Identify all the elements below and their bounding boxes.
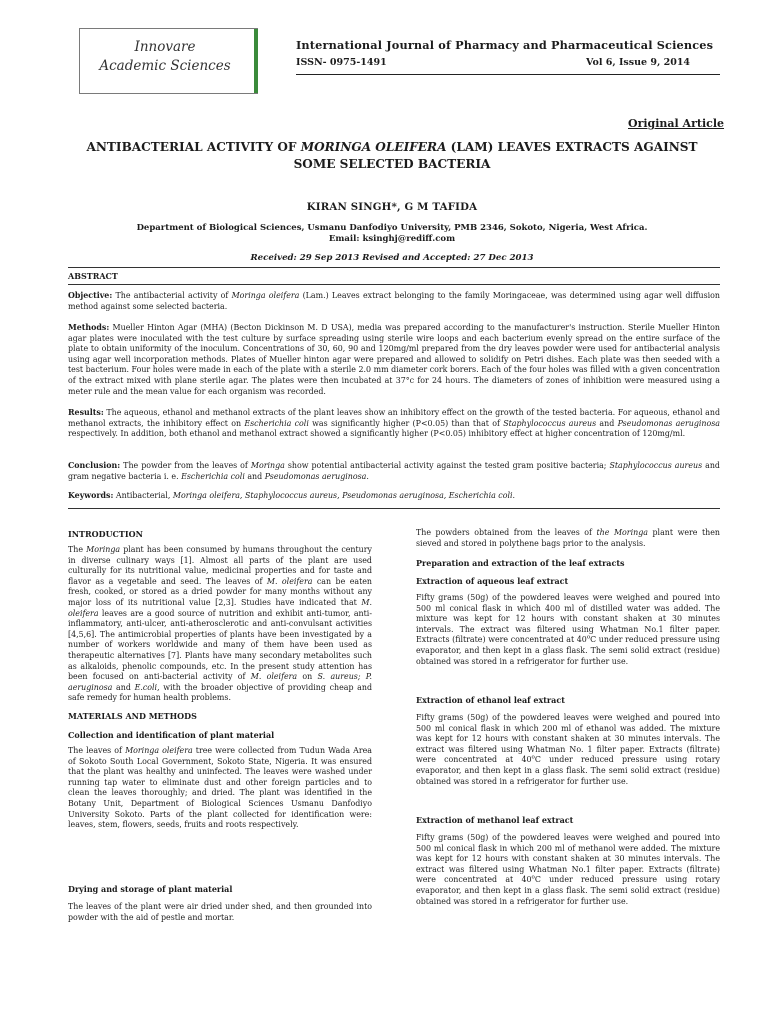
abstract-bottom-rule: [68, 508, 720, 509]
abstract-heading: ABSTRACT: [68, 271, 118, 281]
email: Email: ksinghj@rediff.com: [328, 234, 456, 244]
title-part: ANTIBACTERIAL ACTIVITY OF: [86, 140, 301, 154]
text: Fifty grams (50g) of the powdered leaves were weighed and poured into 500 ml conical flask in which 200 ml of methanol were added. The mixture was kept for 12 hours with constant shaken at 30 minutes intervals. The extract was filtered using Whatman No.1 filter paper. Extracts (filtrate) were concentrated at 40: [416, 833, 720, 885]
intro-paragraph: [68, 545, 372, 704]
text-italic: Moringa: [86, 545, 121, 554]
text: The powder from the leaves of: [120, 461, 251, 470]
text: The aqueous, ethanol and methanol extracts of the plant leaves show an inhibitory effect on the growth of the tested bacteria. For aqueous, ethanol and methanol extracts, the inhibitory effect on: [68, 408, 720, 428]
powder-paragraph: [416, 528, 720, 549]
text: respectively. In addition, both ethanol and methanol extract showed a significantly higher (P<0.05) inhibitory effect at higher concentration of 120mg/ml.: [68, 429, 686, 439]
aqueous-paragraph: [416, 593, 720, 667]
text-italic: Pseudomonas aeruginosa: [617, 418, 721, 428]
abstract-top-rule: [68, 267, 720, 268]
article-type: Original Article: [628, 117, 725, 130]
text: can be eaten fresh, cooked, or stored as a dried powder for many months without any major loss of its nutritional value [2,3]. Studies have indicated that: [68, 576, 372, 607]
degree-mark: o: [531, 754, 535, 761]
title-species: MORINGA OLEIFERA: [300, 140, 447, 154]
text: and: [244, 471, 265, 481]
title-part: SOME SELECTED BACTERIA: [293, 157, 491, 171]
abstract-methods: [68, 323, 720, 397]
text-italic: Moringa oleifera: [125, 746, 193, 755]
header-divider: [296, 74, 720, 75]
text-italic: M. oleifera: [250, 672, 298, 682]
journal-title: International Journal of Pharmacy and Pharmaceutical Sciences: [296, 38, 714, 52]
subheading-collection: Collection and identification of plant material: [68, 730, 275, 740]
affiliation: Department of Biological Sciences, Usmanu Danfodiyo University, PMB 2346, Sokoto, Nigeria, West Africa.: [136, 223, 648, 233]
text: Fifty grams (50g) of the powdered leaves were weighed and poured into 500 ml conical flask in which 400 ml of distilled water was added. The mixture was kept for 12 hours with constant shaken at 30 minutes intervals. The extract was filtered using Whatman No.1 filter paper. Extracts (filtrate) were concentrated at 40: [416, 593, 720, 645]
text-italic: Moringa: [250, 461, 285, 470]
text: The: [68, 545, 87, 554]
publisher-logo: [79, 28, 258, 94]
text: Fifty grams (50g) of the powdered leaves were weighed and poured into 500 ml conical flask in which 200 ml of ethanol was added. The mixture was kept for 12 hours with constant shaken at 30 minutes intervals. The extract was filtered using Whatman No. 1 filter paper. Extracts (filtrate) were concentrated at 40: [416, 713, 720, 765]
logo-text-line2: Academic Sciences: [99, 58, 231, 74]
text: Antibacterial,: [113, 491, 173, 500]
text: show potential antibacterial activity against the tested gram positive bacteria;: [284, 461, 610, 470]
text: Mueller Hinton Agar (MHA) (Becton Dickinson M. D USA), media was prepared according to the manufacturer's instruction. Sterile Mueller Hinton agar plates were inoculated with the test culture by surface spreading using sterile wire loops and each bacterium evenly spread on the entire surface of the plate to obtain uniformity of the inoculum. Concentrations of 30, 60, 90 and 120mg/ml prepared from the dry leaves powder were used for antibacterial analysis using agar well incorporation methods. Plates of Mueller hinton agar were prepared and allowed to solidify on Petri dishes. Each plate was then seeded with a test bacterium. Four holes were made in each of the plate with a sterile 2.0 mm diameter cork borers. Each of the four holes was filled with a given concentration of the extract mixed with plane sterile agar. The plates were then incubated at 37°c for 24 hours. The diameters of zones of inhibition were measured using a meter rule and the mean value for each organism was recorded.: [68, 323, 720, 396]
abstract-keywords: [68, 491, 720, 502]
volume-issue: Vol 6, Issue 9, 2014: [586, 57, 691, 68]
title-part: (LAM) LEAVES EXTRACTS AGAINST: [446, 140, 698, 154]
abstract-objective: [68, 291, 720, 312]
subheading-drying: Drying and storage of plant material: [68, 884, 233, 894]
text: and gram negative bacteria i. e.: [68, 461, 720, 481]
text-italic: S. aureus; P. aeruginosa: [68, 672, 372, 692]
text-italic: Pseudomonas aeruginosa.: [264, 471, 369, 481]
subheading-methanol: Extraction of methanol leaf extract: [416, 815, 574, 825]
text: The leaves of: [68, 746, 126, 755]
subheading-aqueous: Extraction of aqueous leaf extract: [416, 576, 569, 586]
subheading-ethanol: Extraction of ethanol leaf extract: [416, 695, 565, 705]
text: C under reduced pressure using rotary evaporator, and then kept in a glass flask. The semi solid extract (residue) obtained was stored in a refrigerator for further use.: [416, 875, 720, 906]
text-italic: M. oleifera: [266, 576, 313, 586]
text-italic: Moringa oleifera, Staphylococcus aureus, Pseudomonas aeruginosa, Escherichia coli.: [172, 491, 516, 500]
issn: ISSN- 0975-1491: [296, 57, 387, 68]
article-title: [64, 139, 720, 173]
logo-accent-bar: [254, 29, 258, 93]
text: C under reduced pressure using rotary evaporator, and then kept in a glass flask. The semi solid extract (residue) obtained was stored in a refrigerator for further use.: [416, 755, 720, 786]
section-heading-materials: MATERIALS AND METHODS: [68, 711, 197, 721]
text: and: [596, 418, 618, 428]
ethanol-paragraph: [416, 713, 720, 787]
abstract-heading-rule: [68, 284, 720, 285]
text: plant were then sieved and stored in polythene bags prior to the analysis.: [416, 528, 720, 548]
section-heading-introduction: INTRODUCTION: [68, 529, 143, 539]
text: was significantly higher (P<0.05) than that of: [308, 418, 504, 428]
text: and: [112, 682, 135, 692]
text: The antibacterial activity of: [112, 291, 232, 300]
results-label: Results:: [68, 408, 104, 417]
received-dates: Received: 29 Sep 2013 Revised and Accepted: 27 Dec 2013: [250, 253, 534, 263]
text: with the broader objective of providing cheap and safe remedy for human health problems.: [68, 682, 372, 703]
keywords-label: Keywords:: [68, 491, 114, 500]
text: plant has been consumed by humans throughout the century in diverse culinary ways [1]. Almost all parts of the plant are used culturally for its nutritional value, medicinal properties and for taste and flavor as a vegetable and seed. The leaves of: [68, 545, 372, 586]
drying-paragraph: The leaves of the plant were air dried under shed, and then grounded into powder with the aid of pestle and mortar.: [68, 902, 372, 922]
degree-mark: o: [531, 874, 535, 881]
text-italic: Escherichia coli: [181, 471, 245, 481]
text-italic: Staphylococcus aureus: [609, 461, 703, 470]
authors: KIRAN SINGH*, G M TAFIDA: [306, 201, 478, 213]
text-italic: Moringa oleifera: [231, 291, 300, 300]
objective-label: Objective:: [68, 291, 113, 300]
text: on: [297, 672, 318, 682]
text-italic: the Moringa: [596, 528, 648, 537]
abstract-results: [68, 408, 720, 440]
text-italic: E.coli,: [134, 682, 160, 692]
text: tree were collected from Tudun Wada Area of Sokoto South Local Government, Sokoto State, Nigeria. It was ensured that the plant was healthy and uninfected. The leaves were washed under running tap water to eliminate dust and other foreign particles and to clean the leaves thoroughly; and dried. The plant was identified in the Botany Unit, Department of Biological Sciences Usmanu Danfodiyo University Sokoto. Parts of the plant collected for identification were: leaves, stem, flowers, seeds, fruits and roots respectively.: [68, 746, 372, 830]
text-italic: Escherichia coli: [244, 418, 309, 428]
text: leaves are a good source of nutrition and exhibit anti-tumor, anti-inflammatory, anti-ulcer, anti-atherosclerotic and anti-convulsant activities [4,5,6]. The antimicrobial properties of plants have been investigated by a number of workers worldwide and many of them have been used as therapeutic alternatives [7]. Plants have many secondary metabolites such as alkaloids, phenolic compounds, etc. In the present study attention has been focused on anti-bacterial activity of: [68, 608, 372, 682]
abstract-conclusion: [68, 461, 720, 482]
subheading-preparation: Preparation and extraction of the leaf extracts: [416, 558, 625, 568]
conclusion-label: Conclusion:: [68, 461, 121, 470]
text: (Lam.) Leaves extract belonging to the family Moringaceae, was determined using agar well diffusion method against some selected bacteria.: [68, 291, 720, 311]
degree-mark: o: [586, 634, 591, 641]
text: The powders obtained from the leaves of: [416, 528, 597, 537]
methods-label: Methods:: [68, 323, 110, 332]
text-italic: M. oleifera: [68, 597, 372, 618]
text: C under reduced pressure using evaporator, and then kept in a glass flask. The semi solid extract (residue) obtained was stored in a refrigerator for further use.: [416, 635, 720, 666]
logo-text-line1: Innovare: [134, 39, 196, 55]
methanol-paragraph: [416, 833, 720, 907]
collection-paragraph: [68, 746, 372, 831]
text-italic: Staphylococcus aureus: [503, 418, 597, 428]
